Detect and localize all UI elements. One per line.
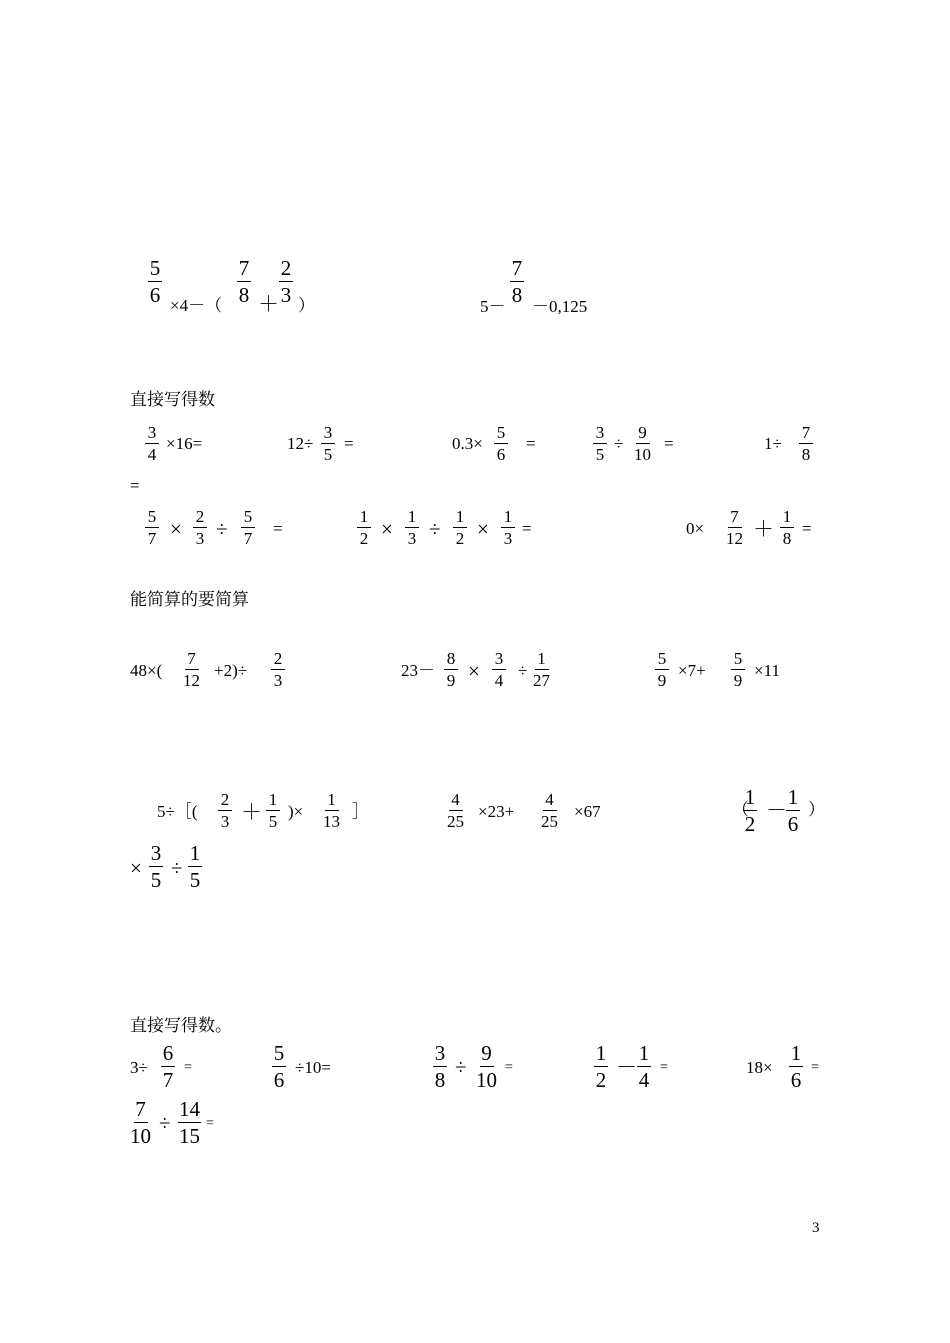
fraction: $\frac{5}{9}$ bbox=[731, 649, 745, 690]
fraction: $\frac{1}{13}$ bbox=[323, 790, 340, 831]
fraction: $\frac{5}{6}$ bbox=[149, 256, 161, 307]
expression-text: = bbox=[184, 1060, 192, 1075]
fraction: $\frac{1}{2}$ bbox=[357, 507, 371, 548]
expression-text: × bbox=[381, 517, 393, 541]
expression-text: × bbox=[170, 517, 182, 541]
expression-text: × bbox=[468, 659, 480, 683]
fraction: $\frac{7}{8}$ bbox=[511, 256, 523, 307]
fraction: $\frac{3}{4}$ bbox=[492, 649, 506, 690]
page-number: 3 bbox=[812, 1220, 820, 1236]
fraction: $\frac{7}{12}$ bbox=[726, 507, 743, 548]
fraction: $\frac{1}{4}$ bbox=[638, 1041, 650, 1092]
fraction: $\frac{5}{7}$ bbox=[241, 507, 255, 548]
fraction: $\frac{8}{9}$ bbox=[444, 649, 458, 690]
expression-text: 1÷ bbox=[764, 434, 782, 453]
fraction: $\frac{5}{7}$ bbox=[145, 507, 159, 548]
operator: ×4－（ bbox=[170, 296, 223, 315]
expression-text: × bbox=[130, 856, 142, 880]
fraction: $\frac{1}{2}$ bbox=[453, 507, 467, 548]
expression-text: 3÷ bbox=[130, 1058, 148, 1077]
fraction: $\frac{1}{3}$ bbox=[501, 507, 515, 548]
section-heading: 能简算的要简算 bbox=[130, 590, 249, 610]
expression-text: 48×( bbox=[130, 661, 163, 680]
expression-text: 18× bbox=[746, 1058, 773, 1077]
fraction: $\frac{5}{9}$ bbox=[655, 649, 669, 690]
operator: ＋ bbox=[258, 292, 279, 316]
operator: 5－ bbox=[480, 297, 506, 316]
expression-text: ÷ bbox=[171, 856, 183, 880]
fraction: $\frac{1}{6}$ bbox=[790, 1041, 802, 1092]
expression-text: ） bbox=[808, 800, 825, 819]
expression-text: = bbox=[811, 1060, 819, 1075]
fraction: $\frac{7}{8}$ bbox=[238, 256, 250, 307]
operator: －0,125 bbox=[532, 297, 588, 316]
expression-text: = bbox=[526, 434, 536, 453]
expression-text: ÷ bbox=[216, 517, 228, 541]
expression-text: +2)÷ bbox=[214, 661, 248, 680]
expression-text: ×67 bbox=[574, 802, 601, 821]
expression-text: ×16= bbox=[166, 434, 203, 453]
expression-text: )× bbox=[288, 802, 304, 821]
fraction: $\frac{2}{3}$ bbox=[280, 256, 292, 307]
expression-text: ÷ bbox=[614, 434, 624, 453]
expression-text: ］ bbox=[352, 802, 369, 821]
fraction: $\frac{1}{5}$ bbox=[189, 841, 201, 892]
expression-text: ×23+ bbox=[478, 802, 515, 821]
fraction: $\frac{1}{27}$ bbox=[533, 649, 550, 690]
expression-text: 12÷ bbox=[287, 434, 314, 453]
fraction: $\frac{5}{6}$ bbox=[494, 423, 508, 464]
fraction: $\frac{4}{25}$ bbox=[447, 790, 464, 831]
fraction: $\frac{3}{5}$ bbox=[321, 423, 335, 464]
fraction: $\frac{7}{12}$ bbox=[183, 649, 200, 690]
expression-text: = bbox=[802, 519, 812, 538]
expression-text: = bbox=[206, 1116, 214, 1131]
fraction: $\frac{3}{5}$ bbox=[593, 423, 607, 464]
fraction: $\frac{6}{7}$ bbox=[162, 1041, 174, 1092]
fraction: $\frac{5}{6}$ bbox=[273, 1041, 285, 1092]
expression-text: = bbox=[505, 1060, 513, 1075]
expression-text: = bbox=[344, 434, 354, 453]
expression-text: 0.3× bbox=[452, 434, 483, 453]
expression-text: = bbox=[273, 519, 283, 538]
expression-text: － bbox=[766, 798, 787, 822]
expression-text: ＋ bbox=[241, 800, 262, 824]
section-heading: 直接写得数。 bbox=[130, 1016, 232, 1036]
expression-text: ÷10= bbox=[295, 1058, 331, 1077]
fraction: $\frac{1}{2}$ bbox=[595, 1041, 607, 1092]
expression-text: 5÷［( bbox=[157, 802, 198, 821]
expression-text: 0× bbox=[686, 519, 705, 538]
fraction: $\frac{2}{3}$ bbox=[271, 649, 285, 690]
fraction: $\frac{2}{3}$ bbox=[193, 507, 207, 548]
expression-text: ＋ bbox=[753, 517, 774, 541]
expression-text: × bbox=[477, 517, 489, 541]
expression-text: ×7+ bbox=[678, 661, 706, 680]
expression-text: （ bbox=[732, 800, 749, 819]
fraction: $\frac{1}{3}$ bbox=[405, 507, 419, 548]
expression-text: ÷ bbox=[429, 517, 441, 541]
fraction: $\frac{4}{25}$ bbox=[541, 790, 558, 831]
fraction: $\frac{1}{2}$ bbox=[744, 785, 756, 836]
expression-text: = bbox=[660, 1060, 668, 1075]
fraction: $\frac{2}{3}$ bbox=[218, 790, 232, 831]
fraction: $\frac{3}{5}$ bbox=[150, 841, 162, 892]
expression-text: － bbox=[616, 1055, 637, 1079]
fraction: $\frac{7}{8}$ bbox=[799, 423, 813, 464]
expression-text: = bbox=[522, 519, 532, 538]
fraction: $\frac{3}{4}$ bbox=[145, 423, 159, 464]
operator: ） bbox=[298, 296, 315, 315]
fraction: $\frac{9}{10}$ bbox=[634, 423, 651, 464]
expression-text: ÷ bbox=[518, 661, 528, 680]
fraction: $\frac{14}{15}$ bbox=[179, 1097, 200, 1148]
fraction: $\frac{1}{8}$ bbox=[780, 507, 794, 548]
expression-text: = bbox=[130, 476, 140, 495]
fraction: $\frac{3}{8}$ bbox=[434, 1041, 446, 1092]
expression-text: ÷ bbox=[455, 1055, 467, 1079]
fraction: $\frac{7}{10}$ bbox=[130, 1097, 151, 1148]
fraction: $\frac{1}{5}$ bbox=[266, 790, 280, 831]
expression-text: = bbox=[664, 434, 674, 453]
fraction: $\frac{1}{6}$ bbox=[787, 785, 799, 836]
expression-text: ÷ bbox=[159, 1111, 171, 1135]
expression-text: ×11 bbox=[754, 661, 780, 680]
expression-text: 23－ bbox=[401, 661, 435, 680]
fraction: $\frac{9}{10}$ bbox=[476, 1041, 497, 1092]
section-heading: 直接写得数 bbox=[130, 390, 215, 410]
